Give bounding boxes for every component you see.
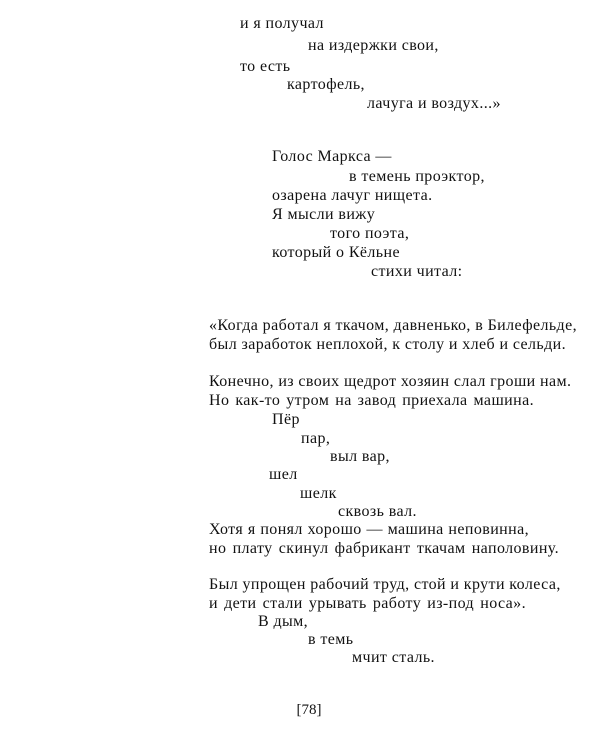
- poem-line: в темь: [308, 631, 354, 648]
- poem-line: который о Кёльне: [272, 244, 400, 261]
- poem-line: Я мысли вижу: [272, 206, 376, 223]
- poem-line: пар,: [301, 430, 331, 447]
- poem-line: в темень проэктор,: [349, 168, 485, 185]
- poem-line: шел: [269, 466, 298, 483]
- poem-line: шелк: [300, 485, 337, 502]
- poem-line: Пёр: [272, 411, 300, 428]
- poem-line: сквозь вал.: [338, 503, 417, 520]
- poem-line: Но как-то утром на завод приехала машина.: [209, 392, 534, 409]
- poem-line: был заработок неплохой, к столу и хлеб и сельди.: [209, 336, 567, 353]
- poem-line: картофель,: [287, 76, 365, 93]
- poem-line: мчит сталь.: [352, 649, 435, 666]
- poem-line: В дым,: [258, 613, 309, 630]
- poem-line: Хотя я понял хорошо — машина неповинна,: [209, 521, 529, 538]
- poem-line: на издержки свои,: [308, 37, 439, 54]
- poem-line: и я получал: [240, 15, 324, 32]
- poem-line: Голос Маркса —: [272, 148, 392, 165]
- poem-line: того поэта,: [330, 225, 410, 242]
- poem-line: то есть: [240, 58, 291, 75]
- poem-line: «Когда работал я ткачом, давненько, в Билефельде,: [209, 317, 577, 334]
- poem-line: но плату скинул фабрикант ткачам наполовину.: [209, 540, 559, 557]
- poem-line: Был упрощен рабочий труд, стой и крути колеса,: [209, 576, 561, 593]
- poem-line: выл вар,: [330, 448, 390, 465]
- poem-line: Конечно, из своих щедрот хозяин слал гроши нам.: [209, 373, 572, 390]
- poem-line: лачуга и воздух...»: [367, 95, 501, 112]
- poem-line: стихи читал:: [371, 263, 463, 280]
- poem-line: и дети стали урывать работу из-под носа».: [209, 595, 526, 612]
- poem-line: озарена лачуг нищета.: [272, 187, 433, 204]
- page-number: [78]: [296, 702, 322, 718]
